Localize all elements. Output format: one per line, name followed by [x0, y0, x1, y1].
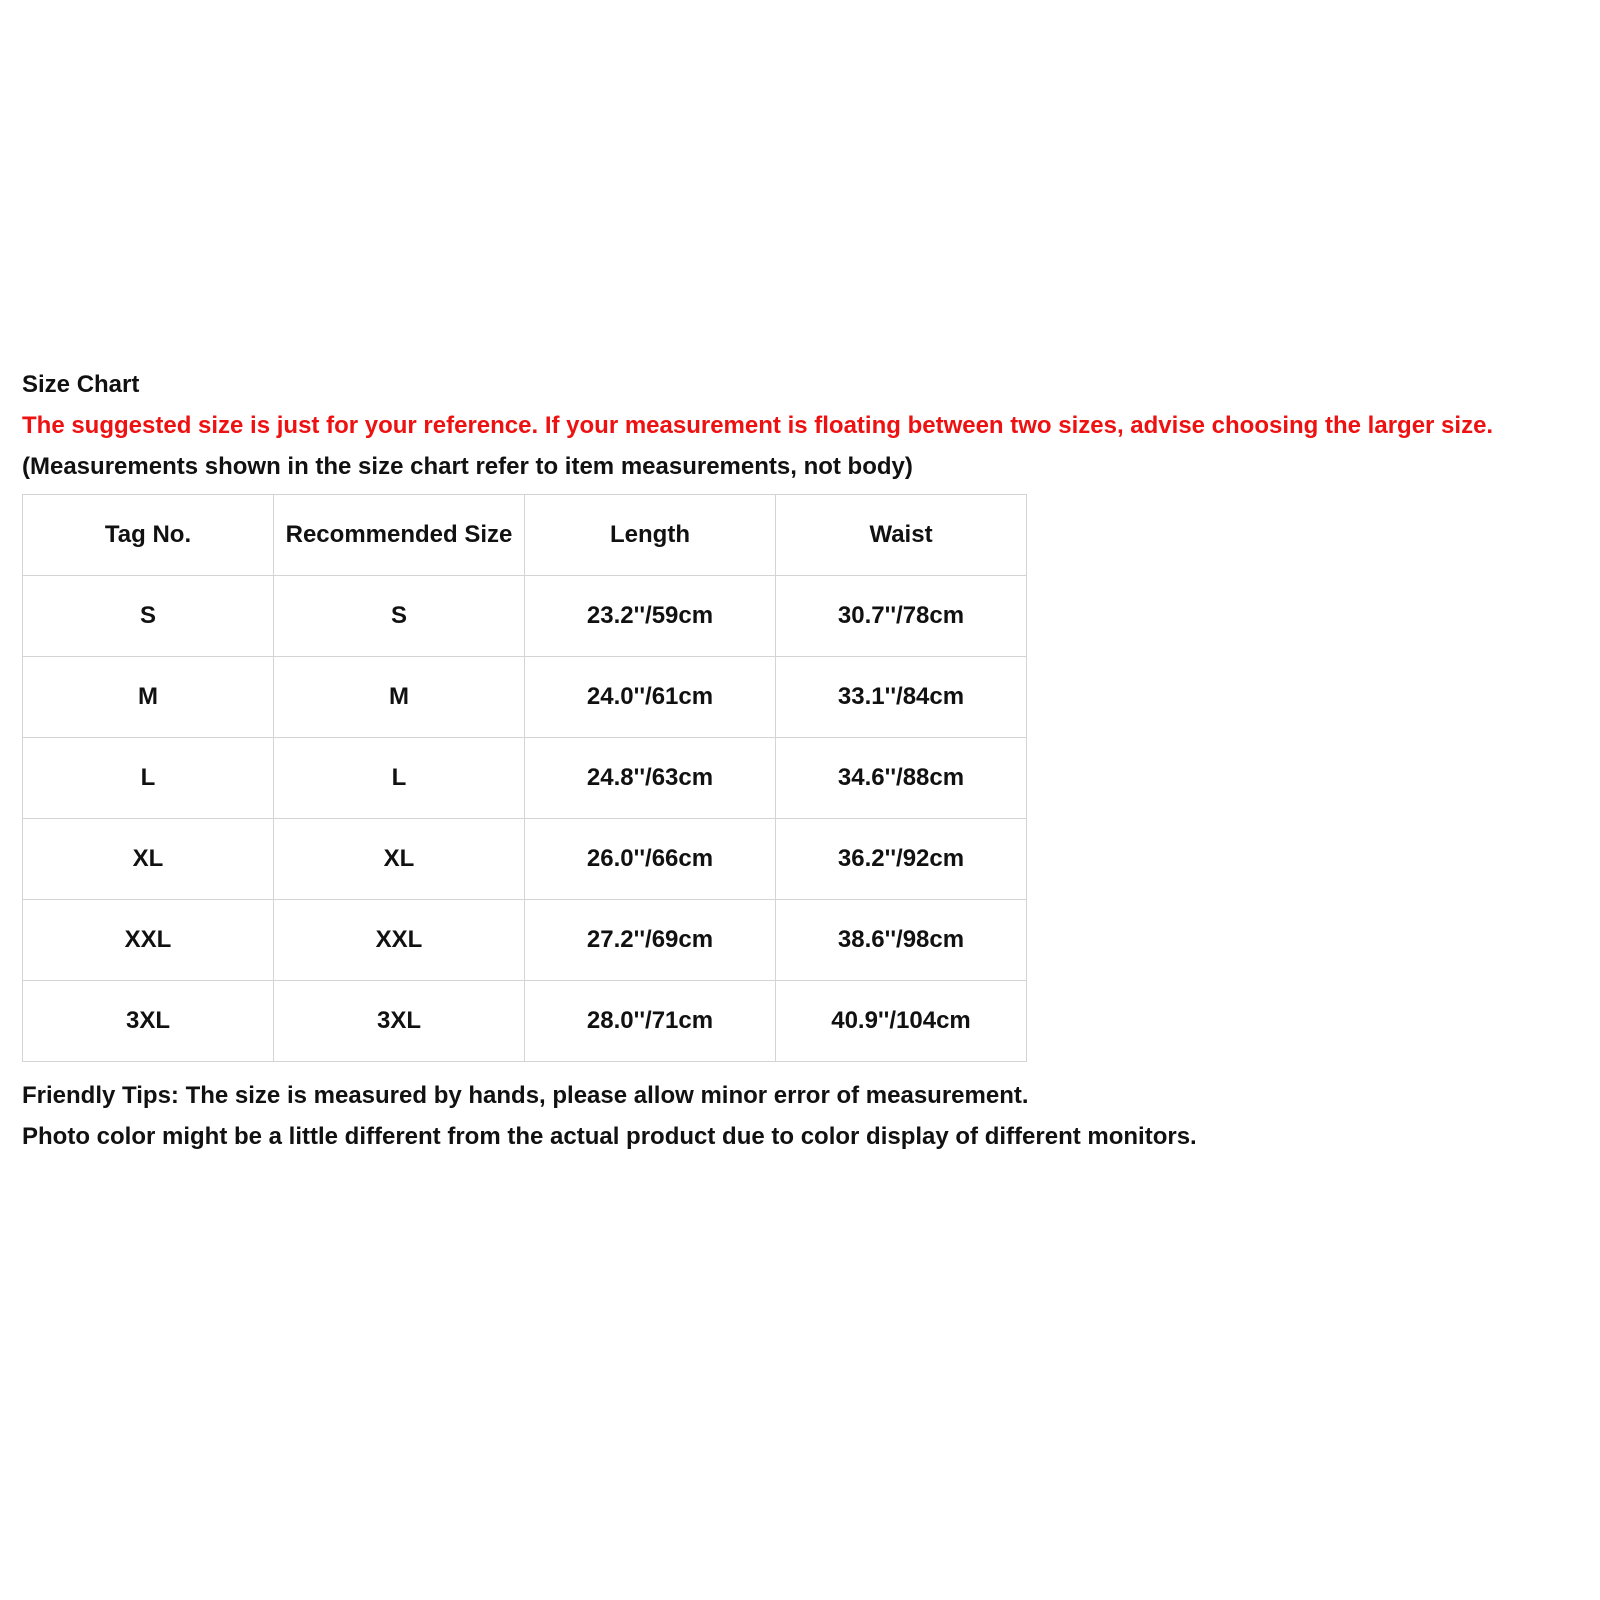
size-table: [22, 494, 1027, 1062]
cell-tag-no: 3XL: [23, 981, 274, 1062]
header-length: Length: [525, 495, 776, 576]
table-header-row: [23, 495, 1027, 576]
size-notice: The suggested size is just for your reference. If your measurement is floating between two sizes, advise choosing the larger size.: [22, 412, 1494, 439]
table-row: [23, 900, 1027, 981]
cell-length: 24.8''/63cm: [525, 738, 776, 819]
table-row: [23, 657, 1027, 738]
cell-recommended-size: L: [274, 738, 525, 819]
cell-waist: 34.6''/88cm: [776, 738, 1027, 819]
friendly-tip-color: Photo color might be a little different from the actual product due to color display of different monitors.: [22, 1123, 1197, 1150]
cell-length: 27.2''/69cm: [525, 900, 776, 981]
cell-length: 26.0''/66cm: [525, 819, 776, 900]
cell-tag-no: M: [23, 657, 274, 738]
cell-waist: 38.6''/98cm: [776, 900, 1027, 981]
cell-recommended-size: XL: [274, 819, 525, 900]
cell-waist: 40.9''/104cm: [776, 981, 1027, 1062]
cell-tag-no: XL: [23, 819, 274, 900]
cell-recommended-size: S: [274, 576, 525, 657]
cell-waist: 30.7''/78cm: [776, 576, 1027, 657]
cell-length: 24.0''/61cm: [525, 657, 776, 738]
cell-length: 28.0''/71cm: [525, 981, 776, 1062]
header-waist: Waist: [776, 495, 1027, 576]
cell-waist: 33.1''/84cm: [776, 657, 1027, 738]
cell-tag-no: S: [23, 576, 274, 657]
table-row: [23, 576, 1027, 657]
cell-tag-no: L: [23, 738, 274, 819]
cell-waist: 36.2''/92cm: [776, 819, 1027, 900]
cell-recommended-size: 3XL: [274, 981, 525, 1062]
size-chart-title: Size Chart: [22, 371, 140, 398]
header-tag-no: Tag No.: [23, 495, 274, 576]
cell-tag-no: XXL: [23, 900, 274, 981]
table-row: [23, 738, 1027, 819]
header-recommended-size: Recommended Size: [274, 495, 525, 576]
cell-length: 23.2''/59cm: [525, 576, 776, 657]
friendly-tip-measurement: Friendly Tips: The size is measured by hands, please allow minor error of measurement.: [22, 1082, 1029, 1109]
table-row: [23, 819, 1027, 900]
cell-recommended-size: M: [274, 657, 525, 738]
cell-recommended-size: XXL: [274, 900, 525, 981]
measurement-note: (Measurements shown in the size chart refer to item measurements, not body): [22, 453, 913, 480]
size-chart-section: [22, 364, 1582, 1157]
table-row: [23, 981, 1027, 1062]
